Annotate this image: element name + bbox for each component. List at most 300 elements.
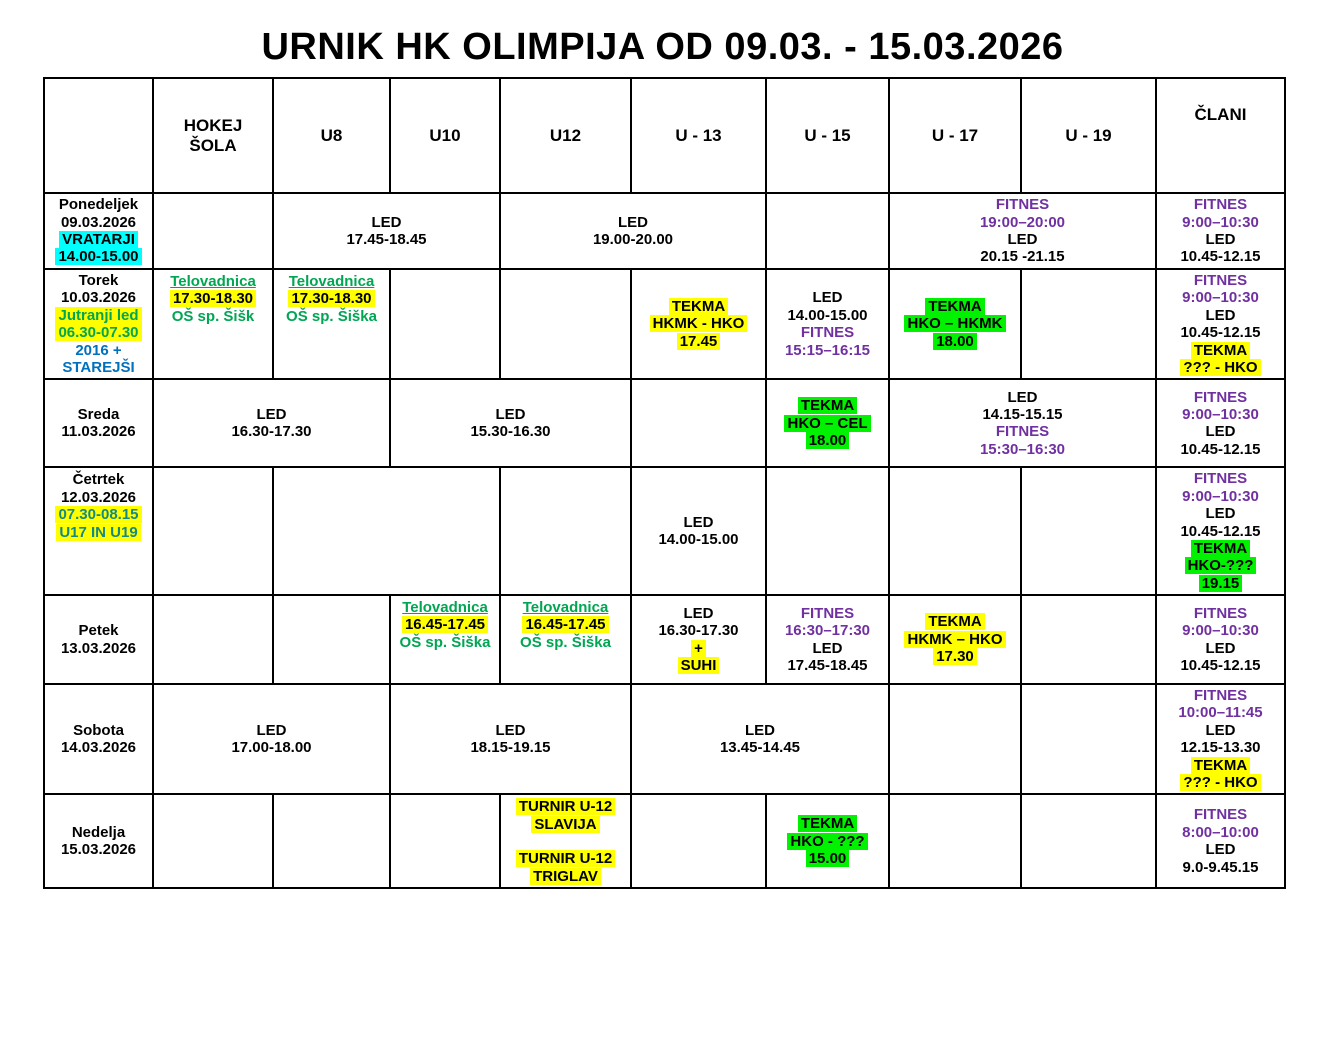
column-header (889, 78, 1021, 193)
column-header-label: U - 17 (931, 125, 979, 145)
cell-line (1159, 488, 1282, 505)
cell-line (1159, 704, 1282, 721)
cell-text: 9:00–10:30 (1182, 289, 1259, 307)
schedule-cell (500, 193, 766, 269)
cell-text: Sobota (73, 721, 124, 739)
schedule-cell (390, 794, 500, 888)
schedule-cell (153, 269, 273, 379)
cell-line (769, 815, 886, 832)
cell-text: 15:15–16:15 (784, 341, 871, 359)
cell-line (634, 605, 763, 622)
column-header (153, 78, 273, 193)
cell-line (393, 634, 497, 651)
schedule-cell (1021, 467, 1156, 595)
cell-line (47, 406, 150, 423)
cell-line (47, 824, 150, 841)
cell-line (276, 308, 387, 325)
schedule-cell (500, 269, 631, 379)
cell-text: 17.45-18.45 (787, 656, 868, 674)
schedule-cell (273, 467, 500, 595)
cell-line (47, 622, 150, 639)
cell-text: TEKMA (925, 298, 984, 315)
cell-text: LED (1205, 639, 1236, 657)
column-header (631, 78, 766, 193)
cell-line (892, 613, 1018, 630)
cell-line (1159, 406, 1282, 423)
cell-text: 18.00 (933, 333, 977, 350)
cell-text: LED (1205, 306, 1236, 324)
cell-text: LED (256, 405, 287, 423)
cell-line (769, 307, 886, 324)
day-cell (44, 467, 153, 595)
cell-line (1159, 841, 1282, 858)
cell-line (1159, 231, 1282, 248)
cell-text: LED (1205, 231, 1236, 248)
schedule-cell (500, 595, 631, 684)
cell-line (1159, 324, 1282, 341)
schedule-cell (631, 379, 766, 467)
cell-text: Telovadnica (170, 273, 256, 290)
cell-text: HKMK - HKO (650, 315, 748, 332)
cell-text: LED (371, 213, 402, 231)
cell-text: 09.03.2026 (60, 213, 137, 231)
cell-text: 17.30-18.30 (288, 290, 374, 307)
cell-line (1159, 272, 1282, 289)
cell-text: TEKMA (798, 397, 857, 414)
day-cell (44, 379, 153, 467)
cell-text: 9:00–10:30 (1182, 487, 1259, 505)
schedule-cell (889, 794, 1021, 888)
schedule-cell (500, 467, 631, 595)
schedule-cell (889, 269, 1021, 379)
cell-text: 13.45-14.45 (719, 739, 801, 757)
cell-line (892, 423, 1153, 440)
day-cell (44, 595, 153, 684)
column-header-label: U8 (320, 125, 343, 145)
cell-text: LED (1205, 423, 1236, 441)
cell-line (156, 273, 270, 290)
column-header (273, 78, 390, 193)
schedule-cell (153, 794, 273, 888)
cell-text: LED (1205, 505, 1236, 523)
cell-line (47, 272, 150, 289)
cell-line (1159, 757, 1282, 774)
cell-line (393, 599, 497, 616)
cell-text: TURNIR U-12 (516, 798, 615, 815)
cell-text: 10.45-12.15 (1180, 248, 1261, 266)
cell-text: VRATARJI (59, 231, 138, 248)
cell-text: TRIGLAV (530, 868, 601, 885)
cell-line (503, 816, 628, 833)
schedule-cell (1156, 193, 1285, 269)
cell-text: Sreda (77, 405, 120, 423)
cell-text: 06.30-07.30 (55, 324, 141, 341)
schedule-cell (1156, 467, 1285, 595)
cell-line (156, 290, 270, 307)
cell-line (47, 423, 150, 440)
cell-text: LED (812, 639, 843, 657)
cell-line (1159, 470, 1282, 487)
cell-line (769, 289, 886, 306)
schedule-cell (1021, 794, 1156, 888)
column-header (766, 78, 889, 193)
cell-line (1159, 540, 1282, 557)
cell-line (1159, 307, 1282, 324)
cell-line (769, 324, 886, 341)
schedule-body (44, 193, 1285, 888)
cell-line (634, 333, 763, 350)
cell-text: Telovadnica (402, 599, 488, 617)
cell-line (503, 798, 628, 815)
cell-line (276, 214, 497, 231)
schedule-cell (631, 595, 766, 684)
cell-line (47, 248, 150, 265)
schedule-cell (273, 794, 390, 888)
cell-text: 12.03.2026 (60, 488, 137, 506)
cell-line (634, 657, 763, 674)
cell-text: LED (745, 721, 775, 739)
schedule-table (43, 77, 1286, 889)
cell-text: LED (1205, 721, 1236, 739)
cell-line (769, 622, 886, 639)
cell-text: 10.45-12.15 (1180, 522, 1261, 540)
cell-line (393, 616, 497, 633)
cell-text: HKMK – HKO (904, 631, 1005, 648)
cell-text: HKO - ??? (787, 833, 867, 850)
cell-text: 14.15-15.15 (982, 405, 1063, 423)
schedule-cell (500, 794, 631, 888)
cell-line (47, 342, 150, 359)
schedule-cell (631, 794, 766, 888)
cell-text: 14.03.2026 (60, 739, 137, 757)
cell-line (47, 640, 150, 657)
cell-text: 14.00-15.00 (55, 248, 141, 265)
cell-text: 15:30–16:30 (979, 440, 1066, 458)
schedule-cell (766, 595, 889, 684)
cell-text: 19.15 (1199, 575, 1243, 592)
cell-text: LED (812, 289, 843, 307)
cell-line (393, 739, 628, 756)
cell-line (276, 290, 387, 307)
cell-line (276, 273, 387, 290)
cell-text: STAREJŠI (62, 358, 135, 376)
cell-text: TEKMA (798, 815, 857, 832)
schedule-cell (273, 595, 390, 684)
cell-line (1159, 824, 1282, 841)
cell-text: 14.00-15.00 (787, 306, 868, 324)
cell-line (892, 389, 1153, 406)
cell-line (47, 196, 150, 213)
cell-text: Jutranji led (55, 307, 141, 324)
schedule-row-četrtek (44, 467, 1285, 595)
cell-text: 19.00-20.00 (592, 231, 674, 248)
day-cell (44, 794, 153, 888)
cell-text: 16.30-17.30 (658, 622, 739, 640)
schedule-cell (1156, 379, 1285, 467)
cell-text: 17.30-18.30 (170, 290, 256, 307)
cell-line (47, 214, 150, 231)
cell-line (1159, 342, 1282, 359)
cell-line (503, 214, 763, 231)
cell-line (47, 324, 150, 341)
schedule-cell (1021, 684, 1156, 794)
cell-line (1159, 423, 1282, 440)
cell-line (1159, 622, 1282, 639)
schedule-cell (889, 193, 1156, 269)
cell-text: HKO – CEL (784, 415, 870, 432)
schedule-row-petek (44, 595, 1285, 684)
cell-line (1159, 722, 1282, 739)
cell-line (47, 307, 150, 324)
cell-line (892, 333, 1018, 350)
cell-text: 11.03.2026 (61, 423, 136, 441)
column-header-label: U - 19 (1065, 125, 1112, 145)
column-header-label: HOKEJ (183, 115, 243, 135)
schedule-cell (1156, 794, 1285, 888)
cell-text: 9:00–10:30 (1182, 622, 1259, 640)
cell-line (156, 308, 270, 325)
cell-text: 10.45-12.15 (1180, 656, 1261, 674)
schedule-cell (889, 595, 1021, 684)
cell-line (634, 531, 763, 548)
cell-line (47, 359, 150, 376)
schedule-cell (390, 269, 500, 379)
column-header (500, 78, 631, 193)
schedule-cell (766, 193, 889, 269)
cell-text: FITNES (995, 196, 1050, 214)
cell-line (892, 631, 1018, 648)
cell-line (769, 850, 886, 867)
column-header-label: U10 (429, 125, 461, 145)
cell-text: LED (618, 213, 648, 231)
column-header (390, 78, 500, 193)
cell-line (769, 833, 886, 850)
cell-text: 10.03.2026 (60, 289, 137, 307)
cell-text: 9:00–10:30 (1182, 213, 1259, 231)
cell-text: LED (683, 513, 714, 531)
cell-line (393, 406, 628, 423)
cell-text: 16:30–17:30 (784, 622, 871, 640)
day-cell (44, 684, 153, 794)
schedule-cell (766, 794, 889, 888)
cell-text: LED (1007, 231, 1038, 248)
cell-line (1159, 605, 1282, 622)
cell-line (503, 616, 628, 633)
cell-line (47, 289, 150, 306)
schedule-cell (153, 379, 390, 467)
schedule-cell (631, 684, 889, 794)
cell-text: 17.00-18.00 (231, 739, 312, 757)
cell-line (1159, 441, 1282, 458)
cell-line (47, 506, 150, 523)
schedule-cell (631, 269, 766, 379)
cell-line (47, 739, 150, 756)
cell-text: U17 IN U19 (56, 524, 140, 541)
cell-text: OŠ sp. Šišk (171, 307, 255, 325)
cell-line (1159, 196, 1282, 213)
cell-text: Četrtek (72, 471, 125, 489)
cell-line (47, 231, 150, 248)
cell-text: FITNES (1193, 272, 1248, 289)
cell-text: OŠ sp. Šiška (520, 633, 611, 651)
cell-line (47, 722, 150, 739)
cell-text: 17.45-18.45 (346, 231, 427, 248)
cell-text: 07.30-08.15 (55, 506, 141, 523)
cell-text: LED (256, 721, 287, 739)
cell-line (1159, 575, 1282, 592)
cell-line (503, 231, 763, 248)
cell-text: 15.03.2026 (60, 841, 137, 859)
cell-text: LED (495, 405, 526, 423)
header-row (44, 78, 1285, 193)
cell-line (1159, 389, 1282, 406)
cell-text: 19:00–20:00 (979, 213, 1066, 231)
cell-line (769, 415, 886, 432)
schedule-cell (766, 379, 889, 467)
schedule-cell (889, 379, 1156, 467)
cell-line (634, 298, 763, 315)
column-header-label: U - 13 (675, 125, 722, 145)
schedule-cell (766, 269, 889, 379)
cell-line (769, 432, 886, 449)
spacer (503, 833, 628, 850)
cell-text: 8:00–10:00 (1182, 823, 1259, 841)
schedule-cell (153, 684, 390, 794)
cell-text: SLAVIJA (531, 816, 599, 833)
cell-text: 9:00–10:30 (1182, 405, 1259, 423)
day-cell (44, 269, 153, 379)
cell-line (1159, 657, 1282, 674)
cell-line (634, 722, 886, 739)
cell-line (47, 524, 150, 541)
cell-text: FITNES (1193, 604, 1248, 622)
cell-line (1159, 248, 1282, 265)
cell-text: 10:00–11:45 (1178, 704, 1263, 722)
cell-line (892, 406, 1153, 423)
cell-line (634, 315, 763, 332)
cell-text: 15.00 (806, 850, 850, 867)
schedule-row-sreda (44, 379, 1285, 467)
cell-line (156, 722, 387, 739)
cell-line (503, 850, 628, 867)
schedule-cell (1021, 595, 1156, 684)
cell-text: 2016 + (75, 341, 122, 359)
cell-line (47, 471, 150, 488)
column-header-label: ŠOLA (189, 135, 237, 155)
cell-text: 12.15-13.30 (1180, 739, 1261, 757)
cell-line (634, 514, 763, 531)
page-title: URNIK HK OLIMPIJA OD 09.03. - 15.03.2026 (261, 26, 1064, 68)
cell-text: TEKMA (669, 298, 728, 315)
schedule-row-sobota (44, 684, 1285, 794)
cell-text: 15.30-16.30 (470, 423, 551, 441)
cell-text: FITNES (1193, 470, 1248, 488)
cell-line (47, 841, 150, 858)
schedule-cell (889, 467, 1021, 595)
cell-line (769, 342, 886, 359)
cell-line (769, 657, 886, 674)
cell-line (393, 423, 628, 440)
cell-line (892, 648, 1018, 665)
column-header (1021, 78, 1156, 193)
cell-line (892, 214, 1153, 231)
cell-text: OŠ sp. Šiška (286, 307, 377, 325)
cell-text: 17.30 (933, 648, 977, 665)
schedule-cell (1156, 595, 1285, 684)
cell-text: Ponedeljek (58, 196, 139, 214)
cell-text: Torek (78, 272, 119, 289)
cell-text: LED (495, 721, 526, 739)
corner-cell (44, 78, 153, 193)
cell-line (1159, 505, 1282, 522)
cell-text: FITNES (1193, 388, 1248, 406)
cell-line (156, 739, 387, 756)
schedule-row-torek (44, 269, 1285, 379)
cell-text: LED (1007, 388, 1038, 406)
cell-text: FITNES (1193, 687, 1248, 705)
schedule-header-row (44, 78, 1285, 193)
column-header-label: U - 15 (804, 125, 851, 145)
cell-text: + (691, 640, 706, 657)
cell-text: TEKMA (925, 613, 984, 630)
cell-line (503, 634, 628, 651)
schedule-cell (153, 467, 273, 595)
cell-text: 10.45-12.15 (1180, 440, 1261, 458)
schedule-cell (153, 595, 273, 684)
cell-line (1159, 687, 1282, 704)
cell-text: 10.45-12.15 (1180, 324, 1261, 342)
cell-line (393, 722, 628, 739)
cell-line (892, 231, 1153, 248)
cell-line (892, 248, 1153, 265)
cell-text: 16.45-17.45 (522, 616, 608, 633)
cell-line (1159, 859, 1282, 876)
cell-text: ??? - HKO (1180, 774, 1260, 791)
schedule-cell (153, 193, 273, 269)
cell-line (769, 640, 886, 657)
cell-line (1159, 214, 1282, 231)
cell-text: 18.00 (806, 432, 850, 449)
cell-text: TURNIR U-12 (516, 850, 615, 867)
cell-line (1159, 557, 1282, 574)
schedule-cell (1156, 684, 1285, 794)
cell-line (769, 605, 886, 622)
cell-line (503, 599, 628, 616)
cell-text: FITNES (995, 423, 1050, 441)
cell-text: 14.00-15.00 (658, 531, 739, 549)
schedule-cell (889, 684, 1021, 794)
cell-line (634, 640, 763, 657)
schedule-cell (390, 379, 631, 467)
schedule-cell (390, 595, 500, 684)
cell-text: LED (683, 604, 714, 622)
cell-line (156, 406, 387, 423)
column-header-label: ČLANI (1194, 105, 1247, 124)
schedule-cell (1156, 269, 1285, 379)
cell-line (276, 231, 497, 248)
schedule-cell (631, 467, 766, 595)
cell-line (892, 315, 1018, 332)
cell-line (503, 868, 628, 885)
schedule-cell (273, 193, 500, 269)
cell-line (1159, 806, 1282, 823)
cell-line (634, 739, 886, 756)
cell-line (1159, 640, 1282, 657)
cell-text: FITNES (1193, 196, 1248, 214)
cell-line (1159, 359, 1282, 376)
schedule-row-ponedeljek (44, 193, 1285, 269)
schedule-row-nedelja (44, 794, 1285, 888)
